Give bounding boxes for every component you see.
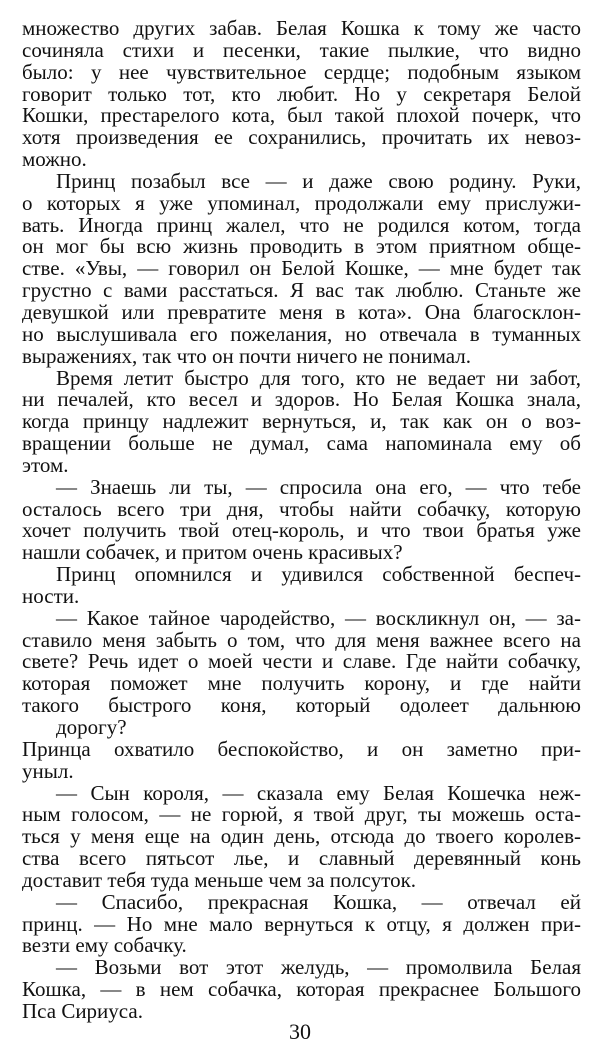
- text-line: — Знаешь ли ты, — спросила она его, — что тебе: [56, 474, 581, 499]
- text-line: можно.: [22, 147, 87, 172]
- text-line: — Сын короля, — сказала ему Белая Кошечка неж-: [56, 780, 581, 805]
- text-line: принц. — Но мне мало вернуться к отцу, я должен при-: [22, 911, 581, 936]
- text-line: ставило меня забыть о том, что для меня важнее всего на: [22, 627, 581, 652]
- text-line: выражениях, так что он почти ничего не понимал.: [22, 343, 471, 368]
- text-line: уныл.: [22, 758, 74, 783]
- text-line: осталось всего три дня, чтобы найти собачку, которую: [22, 496, 581, 521]
- text-line: этом.: [22, 452, 69, 477]
- text-line: ности.: [22, 583, 80, 608]
- text-line: вращении больше не думал, сама напоминала ему об: [22, 431, 581, 456]
- text-line: Принца охватило беспокойство, и он заметно при-: [22, 736, 581, 761]
- text-line: Принц опомнился и удивился собственной беспеч-: [56, 562, 581, 587]
- text-line: ным голосом, — не горюй, я твой друг, ты можешь оста-: [22, 802, 581, 827]
- text-line: Пса Сириуса.: [22, 998, 143, 1023]
- text-line: ства всего пятьсот лье, и славный деревянный конь: [22, 846, 581, 871]
- text-line: которая поможет мне получить корону, и где найти: [22, 671, 581, 696]
- text-line: ться у меня еще на один день, отсюда до твоего королев-: [22, 824, 581, 849]
- text-line: было: у нее чувствительное сердце; подобным языком: [22, 59, 581, 84]
- text-line: говорит только тот, кто любит. Но у секретаря Белой: [22, 81, 581, 106]
- text-line: множество других забав. Белая Кошка к тому же часто: [22, 16, 581, 40]
- text-line: о которых я уже упоминал, продолжали ему прислужи-: [22, 190, 581, 215]
- text-line: хотя произведения ее сохранились, прочитать их невоз-: [22, 125, 581, 150]
- text-line: Кошки, престарелого кота, был такой плохой почерк, что: [22, 103, 581, 128]
- text-line: Кошка, — в нем собачка, которая прекраснее Большого: [22, 977, 581, 1002]
- text-line: он мог бы всю жизнь проводить в этом приятном обще-: [22, 234, 581, 259]
- text-line: — Спасибо, прекрасная Кошка, — отвечал ей: [56, 889, 581, 914]
- text-line: такого быстрого коня, который одолеет дальнюю: [22, 693, 581, 718]
- page-number: 30: [289, 1019, 311, 1044]
- text-line: — Какое тайное чародейство, — воскликнул он, — за-: [56, 605, 581, 630]
- text-line: нашли собачек, и притом очень красивых?: [22, 540, 403, 565]
- text-line: везти ему собачку.: [22, 933, 187, 958]
- book-page-text: [22, 18, 581, 1023]
- text-line: дорогу?: [56, 715, 127, 739]
- text-line: ни печалей, кто весел и здоров. Но Белая Кошка знала,: [22, 387, 581, 412]
- text-line: — Возьми вот этот желудь, — промолвила Белая: [56, 955, 581, 980]
- text-line: хочет получить твой отец-король, и что твои братья уже: [22, 518, 581, 543]
- text-line: свете? Речь идет о моей чести и славе. Где найти собачку,: [22, 649, 581, 674]
- text-line: грустно с вами расстаться. Я вас так люблю. Станьте же: [22, 278, 581, 303]
- text-line: Принц позабыл все — и даже свою родину. Руки,: [56, 168, 581, 193]
- text-line: стве. «Увы, — говорил он Белой Кошке, — мне будет так: [22, 256, 581, 281]
- text-line: но выслушивала его пожелания, но отвечала в туманных: [22, 321, 581, 346]
- text-line: девушкой или превратите меня в кота». Она благосклон-: [22, 299, 581, 324]
- text-line: Время летит быстро для того, кто не ведает ни забот,: [56, 365, 581, 390]
- text-line: вать. Иногда принц жалел, что не родился котом, тогда: [22, 212, 581, 237]
- text-line: сочиняла стихи и песенки, такие пылкие, что видно: [22, 37, 581, 62]
- text-line: доставит тебя туда меньше чем за полсуток.: [22, 867, 417, 892]
- text-line: когда принцу надлежит вернуться, и, так как он о воз-: [22, 409, 581, 434]
